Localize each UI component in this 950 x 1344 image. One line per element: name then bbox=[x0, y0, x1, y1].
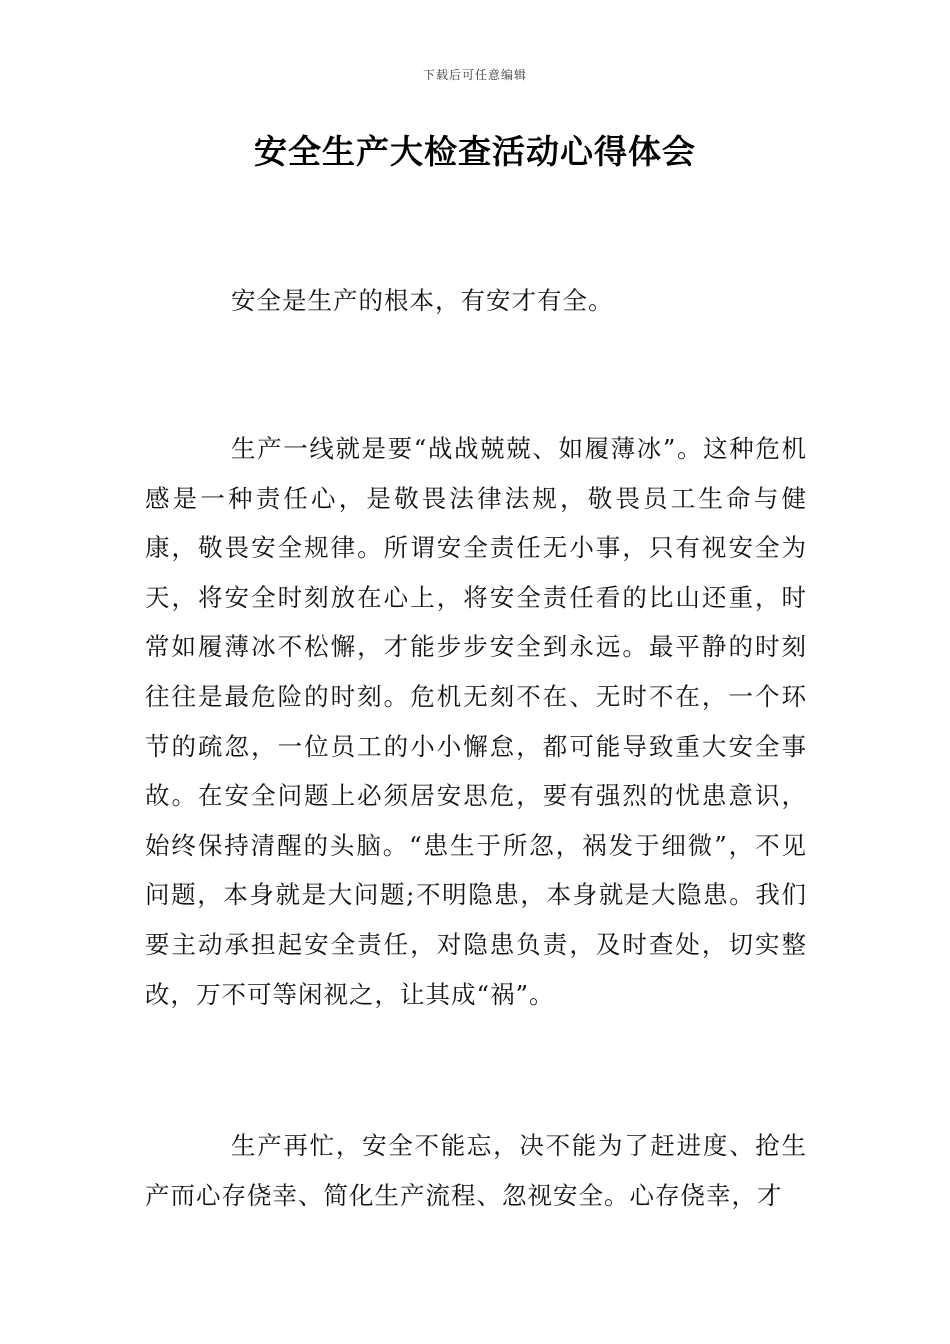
paragraph-2: 生产一线就是要“战战兢兢、如履薄冰”。这种危机感是一种责任心，是敬畏法律法规，敬畏员工生命与健康，敬畏安全规律。所谓安全责任无小事，只有视安全为天，将安全时刻放在心上，将安全责任看的比山还重，时常如履薄冰不松懈，才能步步安全到永远。最平静的时刻往往是最危险的时刻。危机无刻不在、无时不在，一个环节的疏忽，一位员工的小小懈怠，都可能导致重大安全事故。在安全问题上必须居安思危，要有强烈的忧患意识，始终保持清醒的头脑。“患生于所忽，祸发于细微”，不见问题，本身就是大问题;不明隐患，本身就是大隐患。我们要主动承担起安全责任，对隐患负责，及时查处，切实整改，万不可等闲视之，让其成“祸”。 bbox=[145, 434, 807, 1009]
paragraph-1: 安全是生产的根本，有安才有全。 bbox=[231, 286, 614, 315]
header-note: 下载后可任意编辑 bbox=[422, 68, 527, 82]
paragraph-3: 生产再忙，安全不能忘，决不能为了赶进度、抢生产而心存侥幸、简化生产流程、忽视安全。心存侥幸，才 bbox=[145, 1131, 807, 1210]
document-title: 安全生产大检查活动心得体会 bbox=[254, 132, 696, 171]
